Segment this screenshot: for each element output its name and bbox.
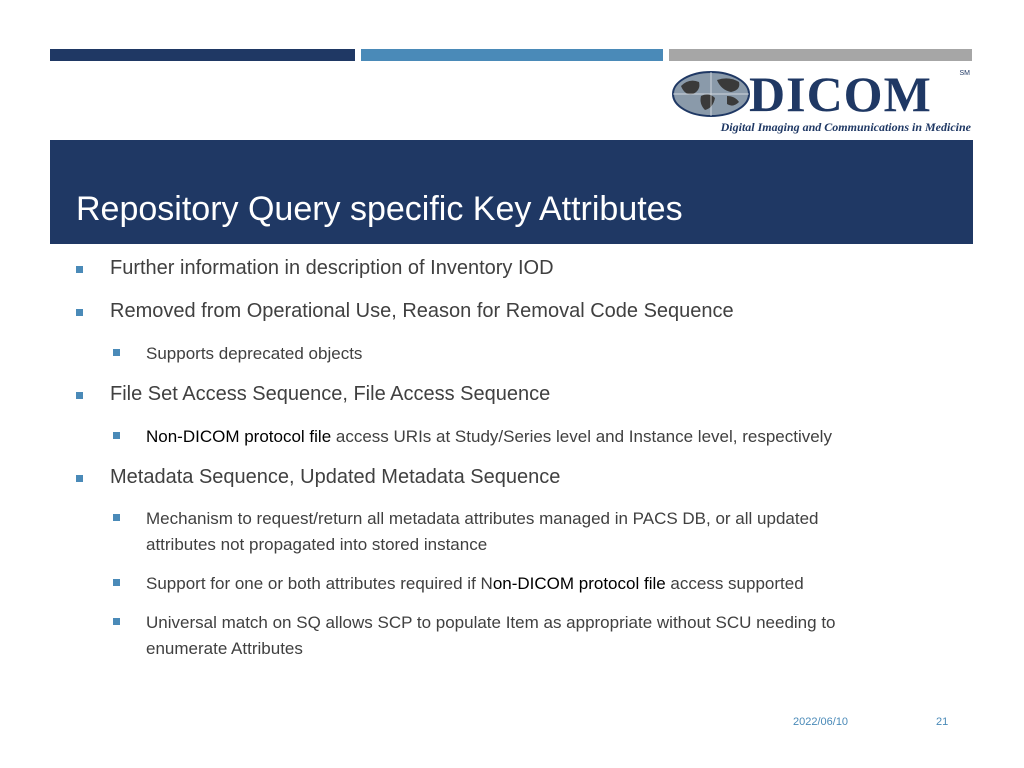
bullet-marker-icon — [113, 618, 120, 625]
bullet-text: Supports deprecated objects — [146, 344, 363, 363]
bullet-text — [146, 424, 832, 450]
bullet-item — [76, 300, 734, 323]
page-number: 21 — [936, 716, 949, 728]
bullet-text-line-2: attributes not propagated into stored instance — [146, 535, 488, 554]
bullet-marker-icon — [76, 309, 83, 316]
bullet-text: File Set Access Sequence, File Access Sequence — [110, 383, 551, 405]
bullet-marker-icon — [76, 475, 83, 482]
title-bar — [50, 140, 973, 244]
bullet-text-line-1: Universal match on SQ allows SCP to populate Item as appropriate without SCU needing to — [146, 613, 836, 632]
bullet-rest: access URIs at Study/Series level and Instance level, respectively — [331, 427, 832, 446]
bullet-marker-icon — [113, 514, 120, 521]
bullet-pre: Support for one or both attributes required if N — [146, 574, 493, 593]
header-stripe-dark — [50, 49, 355, 61]
bullet-text: Removed from Operational Use, Reason for Removal Code Sequence — [110, 300, 734, 322]
dicom-logo — [669, 64, 974, 136]
slide-title: Repository Query specific Key Attributes — [76, 190, 683, 228]
globe-icon — [671, 68, 751, 120]
sub-bullet-item — [113, 571, 804, 597]
bullet-text-line-2: enumerate Attributes — [146, 639, 303, 658]
bullet-marker-icon — [113, 432, 120, 439]
sub-bullet-item — [113, 506, 819, 558]
bullet-item — [76, 257, 554, 280]
bullet-item — [76, 383, 550, 406]
bullet-marker-icon — [113, 349, 120, 356]
bullet-marker-icon — [113, 579, 120, 586]
logo-tagline: Digital Imaging and Communications in Medicine — [720, 120, 971, 134]
bullet-text — [146, 571, 804, 597]
bullet-text: Further information in description of Inventory IOD — [110, 257, 554, 279]
bullet-text: Metadata Sequence, Updated Metadata Sequence — [110, 466, 561, 488]
service-mark: SM — [959, 70, 970, 77]
bullet-marker-icon — [76, 392, 83, 399]
header-stripe-gray — [669, 49, 972, 61]
highlight-term: Non-DICOM protocol file — [146, 427, 332, 446]
sub-bullet-item — [113, 341, 362, 367]
footer-date: 2022/06/10 — [793, 716, 849, 728]
header-stripe-blue — [361, 49, 663, 61]
sub-bullet-item — [113, 610, 836, 662]
bullet-rest: access supported — [665, 574, 804, 593]
sub-bullet-item — [113, 424, 832, 450]
bullet-marker-icon — [76, 266, 83, 273]
highlight-term: on-DICOM protocol file — [492, 574, 666, 593]
bullet-text-line-1: Mechanism to request/return all metadata attributes managed in PACS DB, or all updated — [146, 509, 819, 528]
bullet-item — [76, 466, 560, 489]
logo-wordmark: DICOM — [749, 66, 932, 122]
